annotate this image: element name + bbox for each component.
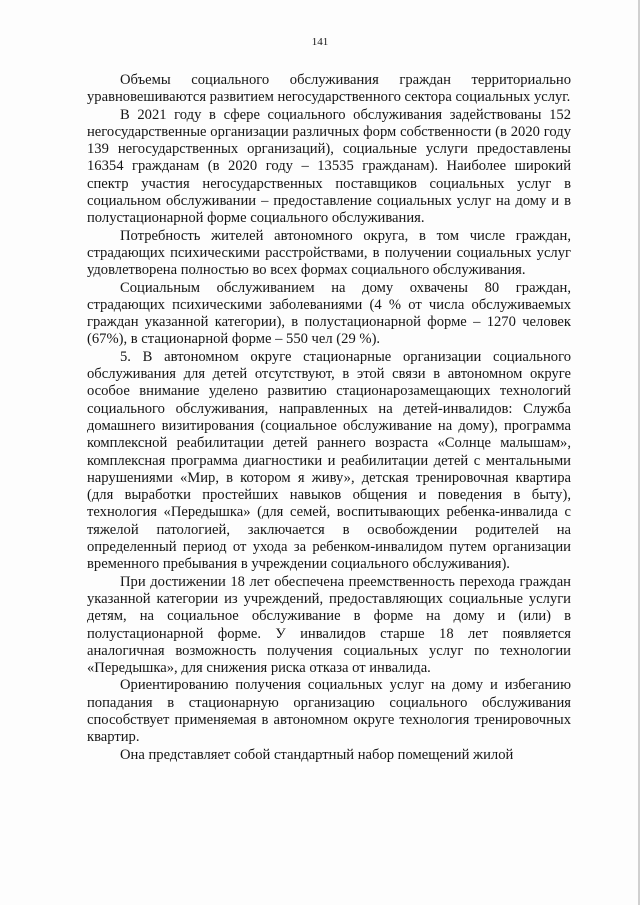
page-number: 141: [311, 36, 329, 48]
paragraph: Потребность жителей автономного округа, в том числе граждан, страдающих психическими расстройствами, в получении социальных услуг удовлетворена полностью во всех формах социального обслуживания.: [87, 227, 571, 279]
paragraph: Ориентированию получения социальных услуг на дому и избеганию попадания в стационарную организацию социального обслуживания способствует применяемая в автономном округе технология тренировочных квартир.: [87, 677, 571, 746]
paragraph: В 2021 году в сфере социального обслуживания задействованы 152 негосударственные организации различных форм собственности (в 2020 году 139 негосударственных организаций), социальные услуги предоставлены 16354 гражданам (в 2020 году – 13535 гражданам). Наиболее широкий спектр участия негосударственных поставщиков социальных услуг в социальном обслуживании – предоставление социальных услуг на дому и в полустационарной форме социального обслуживания.: [87, 106, 571, 227]
paragraph: Социальным обслуживанием на дому охвачены 80 граждан, страдающих психическими заболеваниями (4 % от числа обслуживаемых граждан указанной категории), в полустационарной форме – 1270 человек (67%), в стационарной форме – 550 чел (29 %).: [87, 279, 571, 348]
document-body: [87, 72, 571, 764]
paragraph: 5. В автономном округе стационарные организации социального обслуживания для детей отсутствуют, в этой связи в автономном округе особое внимание уделено развитию стационарозамещающих технологий социального обслуживания, направленных на детей-инвалидов: Служба домашнего визитирования (социальное обслуживание на дому), программа комплексной реабилитации детей раннего возраста «Солнце малышам», комплексная программа диагностики и реабилитации детей с ментальными нарушениями «Мир, в котором я живу», детская тренировочная квартира (для выработки простейших навыков общения и поведения в быту), технология «Передышка» (для семей, воспитывающих ребенка-инвалида с тяжелой патологией, заключается в освобождении родителей на определенный период от ухода за ребенком-инвалидом путем организации временного пребывания в учреждении социального обслуживания).: [87, 348, 571, 573]
paragraph: Объемы социального обслуживания граждан территориально уравновешиваются развитием негосударственного сектора социальных услуг.: [87, 72, 571, 106]
paragraph: При достижении 18 лет обеспечена преемственность перехода граждан указанной категории из учреждений, предоставляющих социальные услуги детям, на социальное обслуживание в форме на дому и (или) в полустационарной форме. У инвалидов старше 18 лет появляется аналогичная возможность получения социальных услуг по технологии «Передышка», для снижения риска отказа от инвалида.: [87, 573, 571, 677]
paragraph: Она представляет собой стандартный набор помещений жилой: [120, 746, 514, 763]
